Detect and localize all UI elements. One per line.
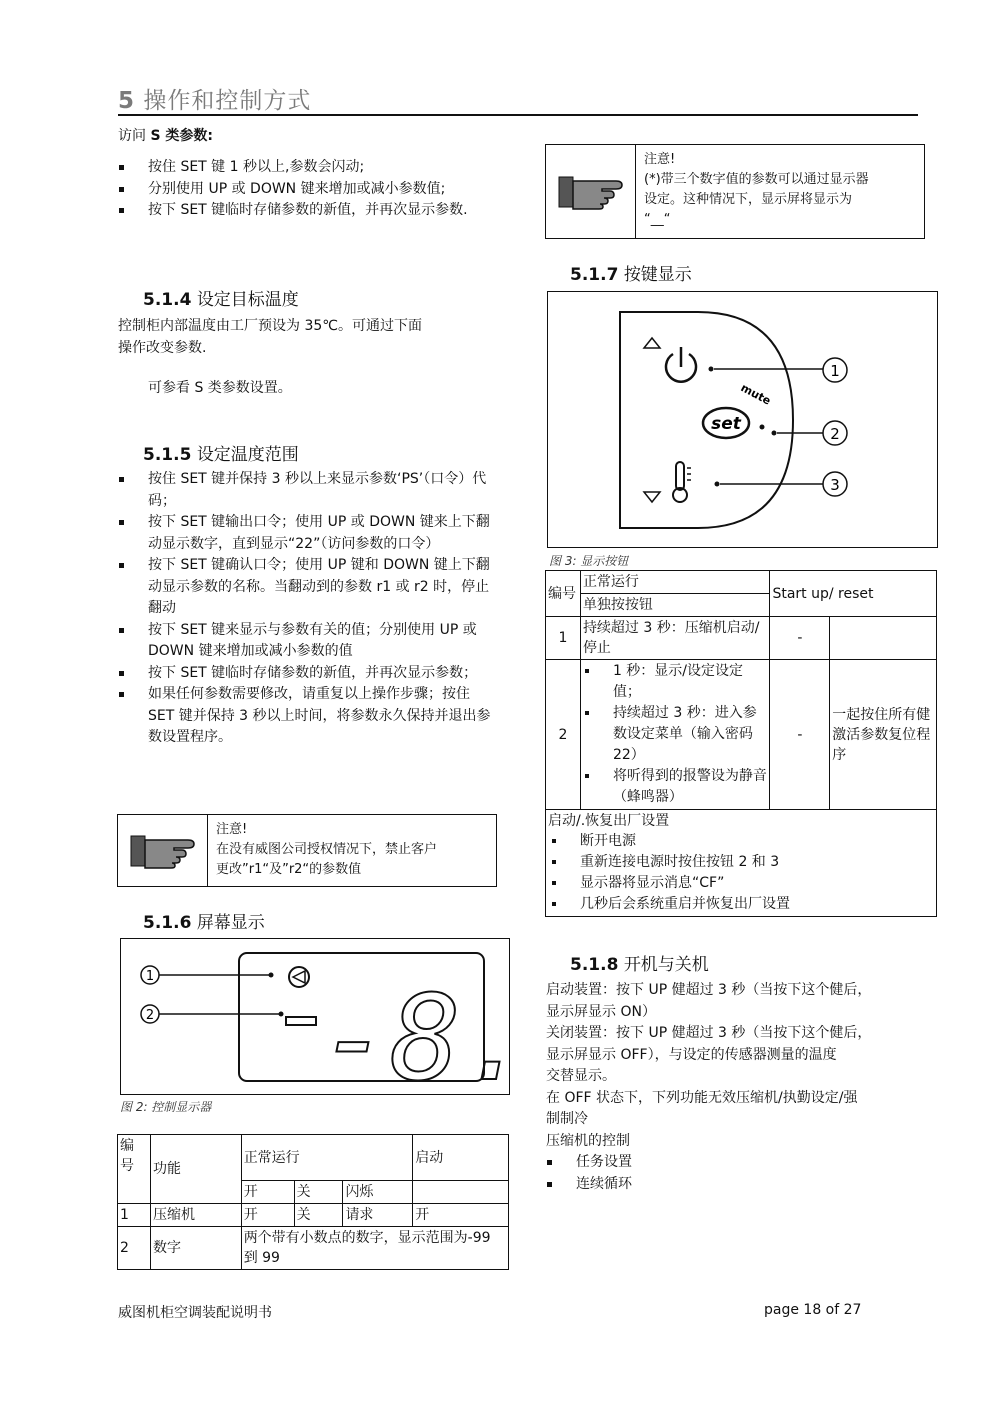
table-header-normal: 正常运行 (241, 1135, 413, 1181)
table-cell: 开 (241, 1204, 294, 1227)
list-item: 按下 SET 键确认口令；使用 UP 键和 DOWN 键上下翻动显示参数的名称。当翻动到的参数 r1 或 r2 时，停止翻动 (117, 555, 497, 620)
table-cell (546, 810, 937, 917)
figure-2-caption: 图 2: 控制显示器 (120, 1100, 212, 1114)
table-cell: 关 (294, 1204, 343, 1227)
set-button-label: set (711, 414, 741, 434)
section-5-1-4-body-line2: 操作改变参数. (118, 340, 207, 356)
table-header-blink: 闪烁 (343, 1181, 413, 1204)
display-table (117, 1134, 509, 1270)
access-s-heading: 访问 S 类参数: (118, 128, 214, 144)
table-cell: 2 (118, 1227, 151, 1270)
table-header-startup: Start up/ reset (770, 571, 937, 617)
list-item: 断开电源 (550, 831, 934, 852)
table-row (546, 617, 937, 660)
footer-page-number: page 18 of 27 (764, 1302, 862, 1318)
note-line: (*)带三个数字值的参数可以通过显示器 (644, 172, 869, 187)
mute-label: mute (738, 381, 773, 408)
note-three-digit (545, 144, 925, 239)
table-cell (830, 617, 937, 660)
table-row (118, 1227, 509, 1270)
power-icon (666, 347, 696, 382)
pointing-hand-icon (546, 145, 636, 238)
section-5-1-8-items (545, 1152, 905, 1195)
list-item: 连续循环 (545, 1174, 905, 1196)
section-5-1-4-ref: 可参看 S 类参数设置。 (148, 380, 292, 396)
body-line: 在 OFF 状态下，下列功能无效压缩机/执勤设定/强 (546, 1089, 858, 1106)
list-item: 按住 SET 键 1 秒以上,参数会闪动; (117, 157, 477, 179)
table-cell: 1 (546, 617, 581, 660)
figure-3-caption: 图 3: 显示按钮 (549, 554, 629, 568)
body-line: 显示屏显示 ON） (546, 1003, 656, 1020)
list-item: 将听得到的报警设为静音（蜂鸣器） (583, 766, 768, 808)
callout-marker-1-label: 1 (830, 362, 840, 380)
note-line: 设定。这种情况下，显示屏将显示为 (644, 192, 853, 207)
list-item: 分别使用 UP 或 DOWN 键来增加或减小参数值; (117, 179, 477, 201)
note-line: 更改”r1“及”r2“的参数值 (216, 862, 362, 877)
chapter-title: 5 操作和控制方式 (118, 88, 312, 114)
lcd-digits: -8 (319, 969, 462, 1094)
table-cell: - (770, 617, 830, 660)
body-line: 制制冷 (546, 1111, 588, 1127)
section-5-1-5-steps (117, 469, 497, 749)
section-5-1-5-heading: 5.1.5 设定温度范围 (143, 445, 299, 465)
list-item: 按下 SET 键来显示与参数有关的值；分别使用 UP 或 DOWN 键来增加或减小参数的值 (117, 620, 497, 663)
down-arrow-icon (644, 492, 660, 502)
table-cell: 1 (118, 1204, 151, 1227)
figure-button-panel (547, 291, 938, 548)
section-5-1-8-body (546, 980, 931, 1152)
callout-marker-3-label: 3 (830, 476, 840, 494)
table-cell: 开 (413, 1204, 509, 1227)
list-item: 重新连接电源时按住按钮 2 和 3 (550, 852, 934, 873)
figure-control-display (120, 938, 510, 1095)
table-header-normal: 正常运行 (580, 571, 770, 594)
up-arrow-icon (644, 338, 660, 348)
table-header-single: 单独按按钮 (580, 594, 770, 617)
table-cell: - (770, 660, 830, 810)
header-rule (118, 114, 918, 116)
table-cell (580, 660, 770, 810)
list-item: 1 秒：显示/设定设定值； (583, 661, 768, 703)
table-row (546, 660, 937, 810)
section-5-1-7-heading: 5.1.7 按键显示 (570, 265, 692, 285)
list-item: 显示器将显示消息“CF” (550, 873, 934, 894)
footer-doc-title: 威图机柜空调装配说明书 (118, 1305, 272, 1321)
table-cell: 压缩机 (150, 1204, 241, 1227)
body-line: 显示屏显示 OFF），与设定的传感器测量的温度 (546, 1046, 837, 1063)
note-authorization (117, 814, 497, 887)
pointing-hand-icon (118, 815, 208, 886)
table-cell (413, 1181, 509, 1204)
list-item: 持续超过 3 秒：进入参数设定菜单（输入密码 22） (583, 703, 768, 766)
table-cell: 持续超过 3 秒：压缩机启动/停止 (580, 617, 770, 660)
list-item: 按下 SET 键临时存储参数的新值，并再次显示参数； (117, 663, 497, 685)
note-title: 注意! (216, 822, 248, 837)
table-row (546, 810, 937, 917)
table-cell: 一起按住所有健激活参数复位程序 (830, 660, 937, 810)
section-5-1-4-heading: 5.1.4 设定目标温度 (143, 290, 299, 310)
thermometer-icon (673, 462, 691, 502)
callout-marker-2-label: 2 (145, 1008, 155, 1023)
table-header-function: 功能 (150, 1135, 241, 1204)
body-line: 交替显示。 (546, 1068, 616, 1084)
callout-marker-2-label: 2 (830, 425, 840, 443)
section-5-1-4-body-line1: 控制柜内部温度由工厂预设为 35℃。可通过下面 (118, 318, 422, 334)
table-row (118, 1204, 509, 1227)
body-line: 启动装置：按下 UP 健超过 3 秒（当按下这个健后， (546, 982, 872, 998)
table-header-off: 关 (294, 1181, 343, 1204)
body-line: 关闭装置：按下 UP 健超过 3 秒（当按下这个健后， (546, 1025, 872, 1041)
button-table (545, 570, 937, 917)
table-cell: 2 (546, 660, 581, 810)
section-5-1-8-heading: 5.1.8 开机与关机 (570, 955, 709, 975)
reset-title: 启动/.恢复出厂设置 (548, 813, 670, 829)
table-header-no: 编号 (546, 571, 581, 617)
list-item: 按住 SET 键并保持 3 秒以上来显示参数‘PS’（口令）代码； (117, 469, 497, 512)
list-item: 如果任何参数需要修改，请重复以上操作步骤；按住 SET 键并保持 3 秒以上时间，将参数永久保持并退出参数设置程序。 (117, 684, 497, 749)
table-cell: 两个带有小数点的数字，显示范围为-99 到 99 (241, 1227, 508, 1270)
section-5-1-6-heading: 5.1.6 屏幕显示 (143, 913, 265, 933)
list-item: 任务设置 (545, 1152, 905, 1174)
note-title: 注意! (644, 152, 676, 167)
note-line: 在没有威图公司授权情况下，禁止客户 (216, 842, 438, 857)
table-header-start: 启动 (413, 1135, 509, 1181)
table-cell: 请求 (343, 1204, 413, 1227)
list-item: 按下 SET 键输出口令；使用 UP 或 DOWN 键来上下翻动显示数字，直到显示“22”（访问参数的口令） (117, 512, 497, 555)
table-cell: 数字 (150, 1227, 241, 1270)
access-steps-list (117, 157, 477, 222)
list-item: 按下 SET 键临时存储参数的新值，并再次显示参数. (117, 200, 477, 222)
note-line: “__“ (644, 212, 671, 227)
table-header-no: 编号 (118, 1135, 151, 1204)
callout-marker-1-label: 1 (145, 969, 155, 984)
list-item: 几秒后会系统重启并恢复出厂设置 (550, 894, 934, 915)
body-line: 压缩机的控制 (546, 1132, 630, 1149)
table-header-on: 开 (241, 1181, 294, 1204)
